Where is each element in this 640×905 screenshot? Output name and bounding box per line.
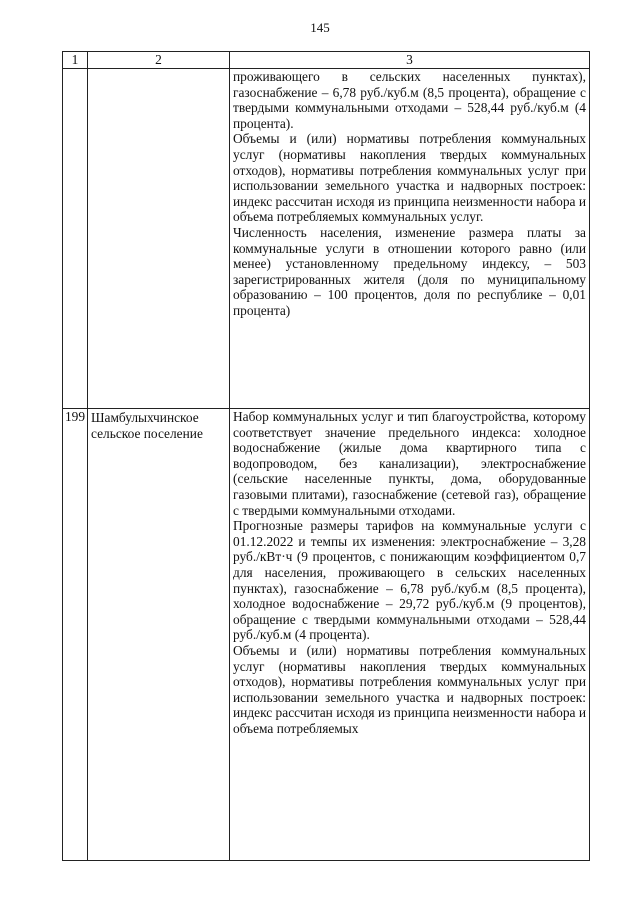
paragraph-consumption-volumes: Объемы и (или) нормативы потребления коммунальных услуг (нормативы накопления твердых коммунальных отходов), нормативы потребления коммунальных услуг при использовании земельного участка и надворных построек: индекс рассчитан исходя из принципа неизменности набора и объема потребляемых bbox=[233, 642, 586, 736]
row-number-cell: 199 bbox=[63, 409, 88, 861]
paragraph-tariffs-continued: проживающего в сельских населенных пунктах), газоснабжение – 6,78 руб./куб.м (8,5 процента), обращение с твердыми коммунальными отходами – 528,44 руб./куб.м (4 процента). bbox=[233, 69, 586, 131]
settlement-name-cell bbox=[88, 69, 230, 409]
tariff-table bbox=[62, 51, 590, 861]
description-cell bbox=[230, 409, 590, 861]
paragraph-service-set: Набор коммунальных услуг и тип благоустройства, которому соответствует значение предельного индекса: холодное водоснабжение (жилые дома квартирного типа с водопроводом, без канализации), электроснабжение (сельские населенные пункты, дома, оборудованные газовыми плитами), газоснабжение (сетевой газ), обращение с твердыми коммунальными отходами. bbox=[233, 409, 586, 518]
row-number-cell bbox=[63, 69, 88, 409]
page-number: 145 bbox=[310, 20, 330, 35]
table-header-row bbox=[63, 52, 590, 69]
description-cell bbox=[230, 69, 590, 409]
paragraph-tariff-forecast: Прогнозные размеры тарифов на коммунальные услуги с 01.12.2022 и темпы их изменения: электроснабжение – 3,28 руб./кВт·ч (9 процентов, с понижающим коэффициентом 0,7 для населения, проживающего в сельских населенных пунктах), газоснабжение – 6,78 руб./куб.м (8,5 процента), холодное водоснабжение – 29,72 руб./куб.м (9 процентов), обращение с твердыми коммунальными отходами – 528,44 руб./куб.м (4 процента). bbox=[233, 518, 586, 643]
settlement-name-cell: Шамбулыхчинское сельское поселение bbox=[88, 409, 230, 861]
table-row bbox=[63, 69, 590, 409]
column-header-2: 2 bbox=[88, 52, 230, 69]
description-clip bbox=[233, 409, 586, 860]
table-row bbox=[63, 409, 590, 861]
column-header-3: 3 bbox=[230, 52, 590, 69]
paragraph-population: Численность населения, изменение размера платы за коммунальные услуги в отношении которого равно (или менее) установленному предельному индексу, – 503 зарегистрированных жителя (доля по муниципальному образованию – 100 процентов, доля по республике – 0,01 процента) bbox=[233, 224, 586, 318]
column-header-1: 1 bbox=[63, 52, 88, 69]
paragraph-consumption-volumes: Объемы и (или) нормативы потребления коммунальных услуг (нормативы накопления твердых коммунальных отходов), нормативы потребления коммунальных услуг при использовании земельного участка и надворных построек: индекс рассчитан исходя из принципа неизменности набора и объема потребляемых коммунальных услуг. bbox=[233, 131, 586, 225]
